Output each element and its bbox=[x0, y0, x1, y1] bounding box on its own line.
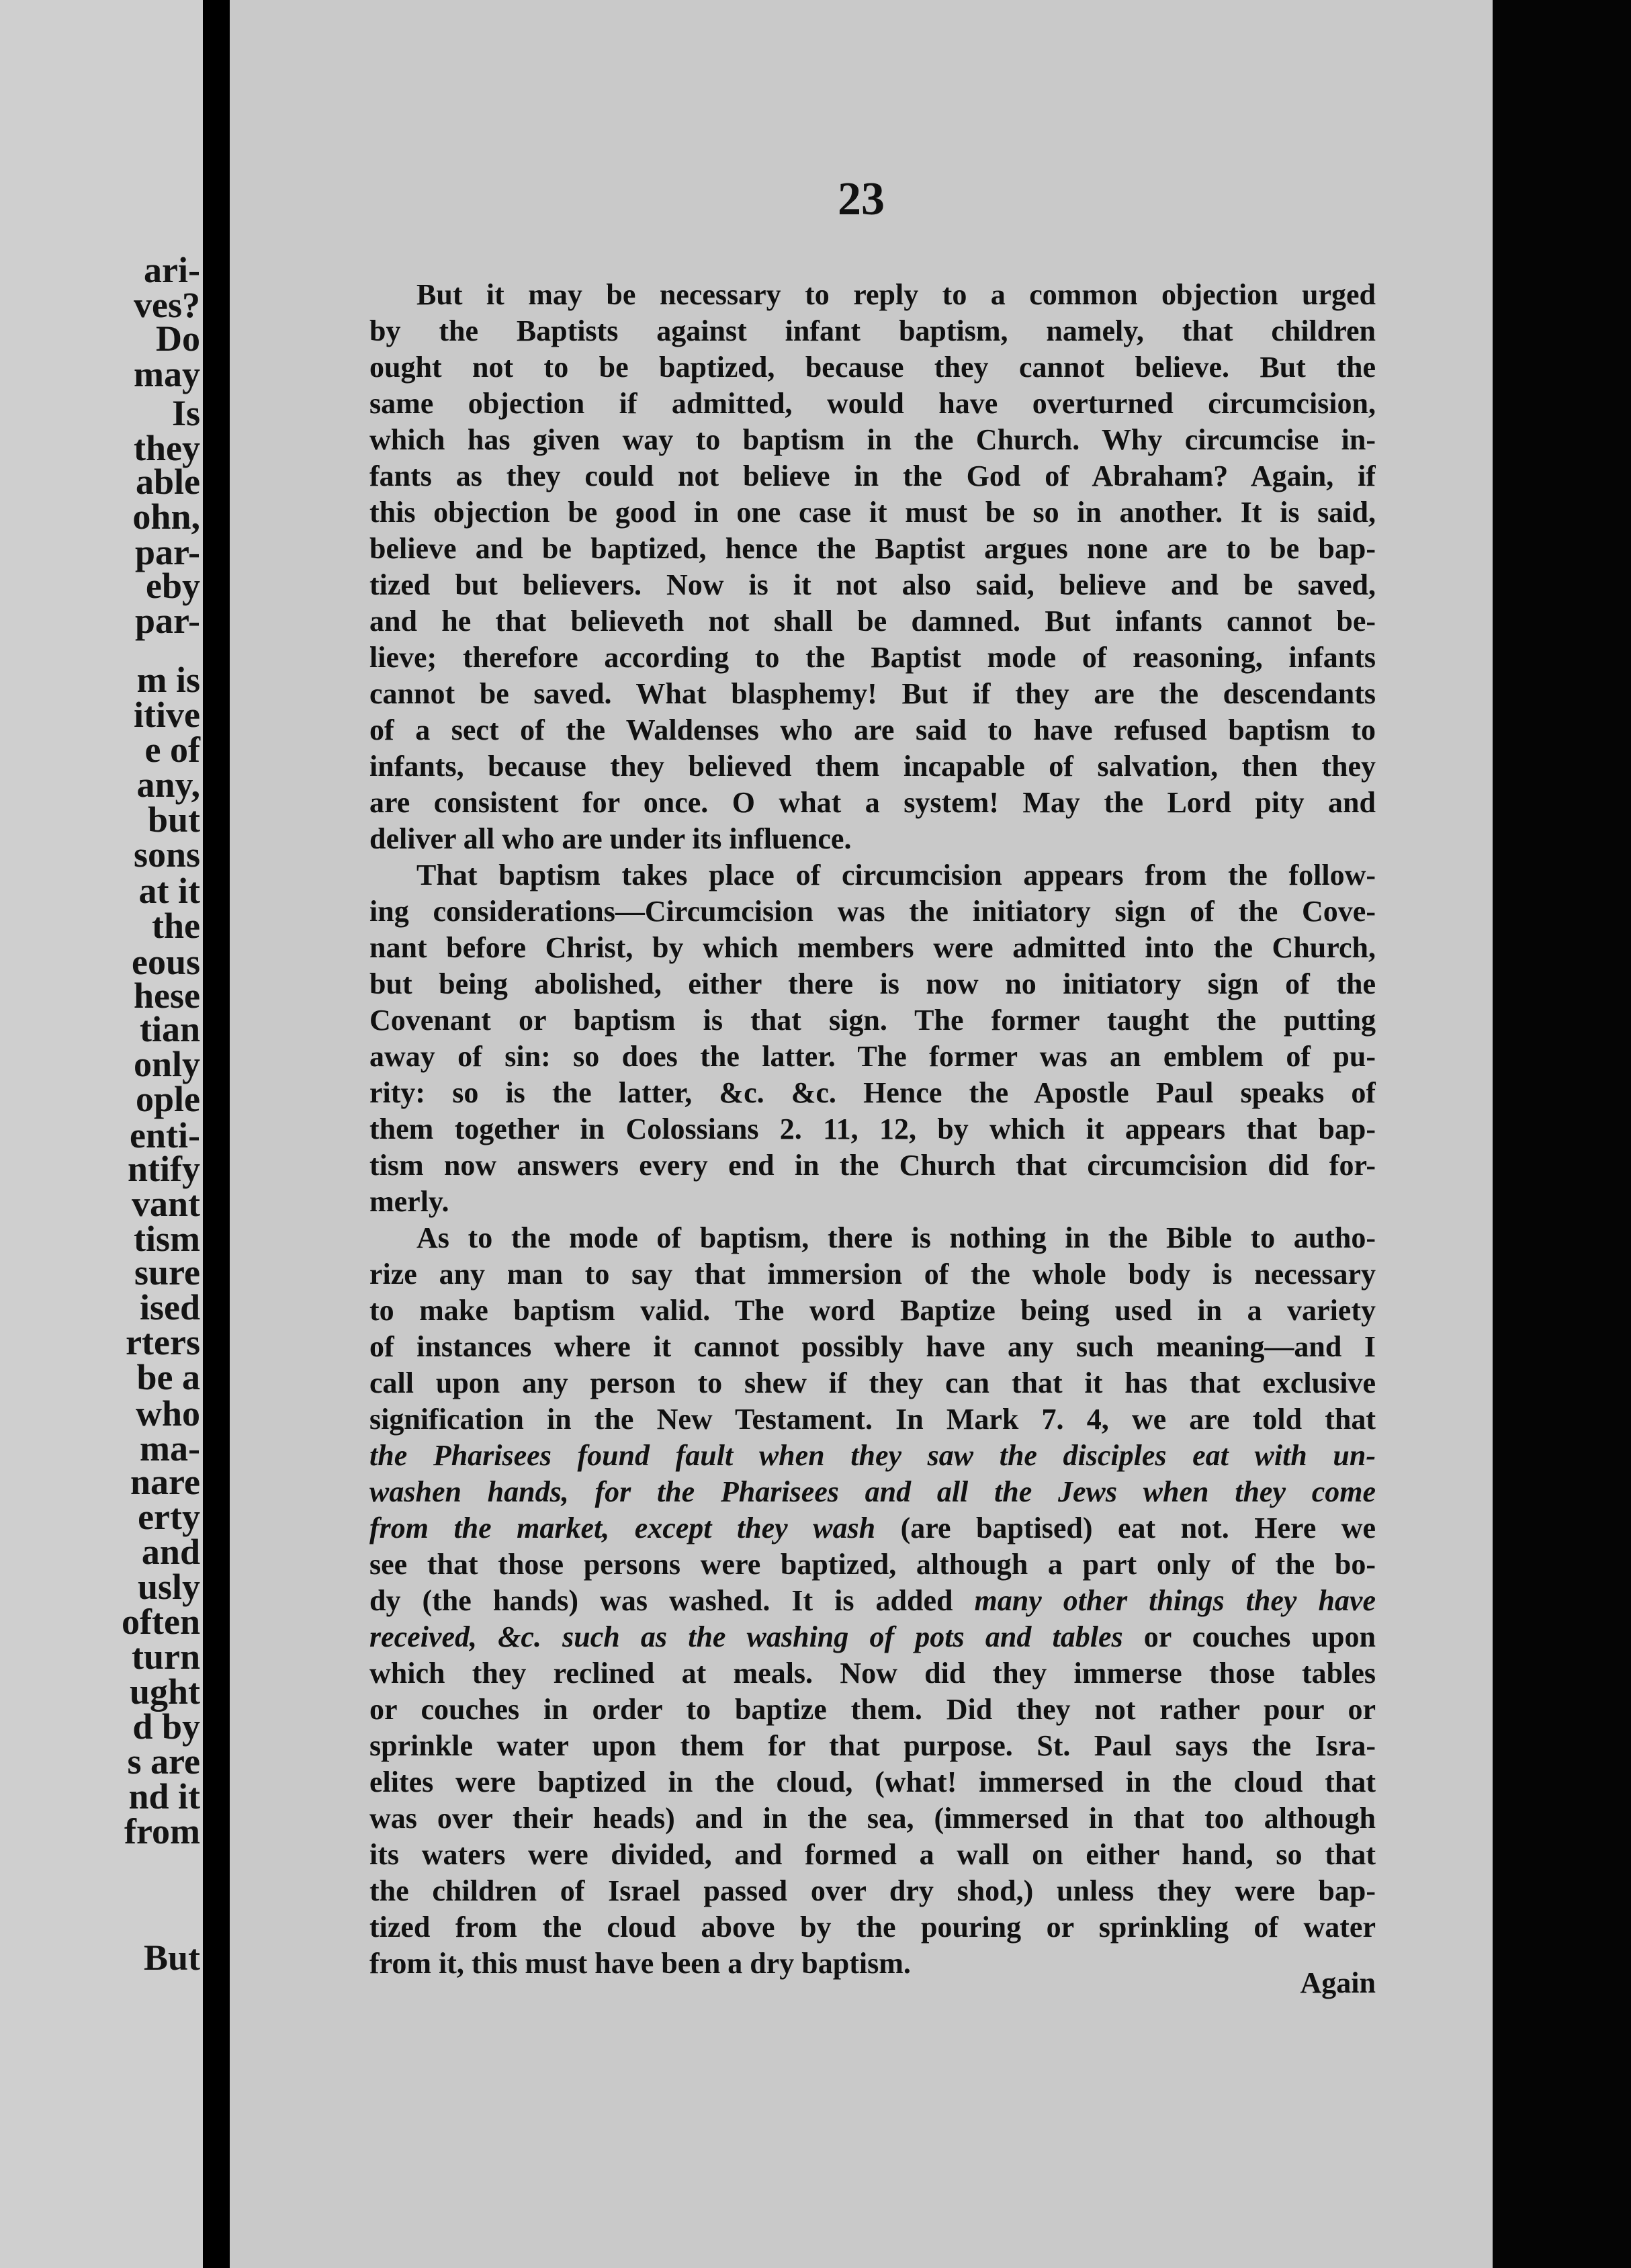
text-line bbox=[369, 1111, 1376, 1147]
text-line bbox=[369, 1546, 1376, 1583]
text-line bbox=[369, 1438, 1376, 1474]
binding-gutter bbox=[203, 0, 230, 2268]
text-span: them together in Colossians 2. 11, 12, by which it appears that bap- bbox=[369, 1113, 1376, 1145]
text-span: rize any man to say that immersion of the whole body is necessary bbox=[369, 1258, 1376, 1291]
text-span: which they reclined at meals. Now did they immerse those tables bbox=[369, 1657, 1376, 1690]
text-line bbox=[369, 640, 1376, 676]
left-page-line: erty bbox=[138, 1497, 200, 1537]
text-span: merly. bbox=[369, 1185, 449, 1218]
text-line bbox=[369, 1401, 1376, 1438]
left-page-line: able bbox=[135, 462, 200, 502]
text-line bbox=[369, 349, 1376, 386]
text-span: ought not to be baptized, because they cannot believe. But the bbox=[369, 351, 1376, 384]
left-page-line: be a bbox=[136, 1357, 200, 1397]
left-page-line: tian bbox=[139, 1009, 200, 1049]
left-page-line: who bbox=[135, 1393, 200, 1434]
text-span: ing considerations—Circumcision was the initiatory sign of the Cove- bbox=[369, 895, 1376, 928]
text-span: from it, this must have been a dry baptism. bbox=[369, 1947, 911, 1980]
text-line bbox=[369, 1800, 1376, 1837]
left-page-line: s are bbox=[127, 1741, 200, 1782]
text-span: or couches upon bbox=[1122, 1620, 1376, 1653]
text-line bbox=[369, 1728, 1376, 1764]
left-page-line: ohn, bbox=[132, 496, 200, 537]
text-line bbox=[369, 1873, 1376, 1909]
text-span: (are baptised) eat not. Here we bbox=[875, 1512, 1376, 1544]
text-line bbox=[369, 1692, 1376, 1728]
text-line bbox=[369, 1147, 1376, 1184]
left-page-line: Is bbox=[171, 393, 200, 433]
text-span: was over their heads) and in the sea, (immersed in that too although bbox=[369, 1802, 1376, 1835]
text-span: As to the mode of baptism, there is nothing in the Bible to autho- bbox=[416, 1221, 1376, 1254]
text-line bbox=[369, 277, 1376, 313]
text-line bbox=[369, 930, 1376, 966]
scan-border bbox=[1493, 0, 1631, 2268]
text-span: to make baptism valid. The word Baptize being used in a variety bbox=[369, 1294, 1376, 1327]
text-line bbox=[369, 494, 1376, 531]
left-page-line: nare bbox=[130, 1462, 200, 1502]
text-line bbox=[369, 1583, 1376, 1619]
text-span: tized from the cloud above by the pouring or sprinkling of water bbox=[369, 1911, 1376, 1944]
left-page-line: e of bbox=[144, 730, 200, 770]
text-span: believe and be baptized, hence the Baptist argues none are to be bap- bbox=[369, 532, 1376, 565]
left-page-line: the bbox=[152, 906, 200, 946]
text-span: which has given way to baptism in the Church. Why circumcise in- bbox=[369, 423, 1376, 456]
left-page-line: from bbox=[124, 1811, 200, 1851]
left-page-line: and bbox=[141, 1532, 200, 1572]
text-line bbox=[369, 893, 1376, 930]
text-line bbox=[369, 1619, 1376, 1655]
text-span: see that those persons were baptized, although a part only of the bo- bbox=[369, 1548, 1376, 1581]
left-page-line: may bbox=[134, 354, 200, 394]
text-span: same objection if admitted, would have overturned circumcision, bbox=[369, 387, 1376, 420]
left-page-line: par- bbox=[135, 601, 200, 641]
left-page-line: often bbox=[122, 1602, 200, 1642]
text-line bbox=[369, 386, 1376, 422]
text-span: or couches in order to baptize them. Did they not rather pour or bbox=[369, 1693, 1376, 1726]
text-line bbox=[369, 1329, 1376, 1365]
left-page-line: eby bbox=[146, 566, 200, 606]
text-line bbox=[369, 821, 1376, 857]
text-span: lieve; therefore according to the Baptist mode of reasoning, infants bbox=[369, 641, 1376, 674]
left-page-line: ves? bbox=[134, 285, 200, 325]
text-span: and he that believeth not shall be damned. But infants cannot be- bbox=[369, 605, 1376, 638]
left-page-line: sons bbox=[133, 834, 200, 875]
text-line bbox=[369, 1365, 1376, 1401]
left-page-line: m is bbox=[136, 660, 200, 700]
left-page-line: ma- bbox=[140, 1428, 200, 1469]
left-page-line: sure bbox=[134, 1252, 200, 1293]
text-span: by the Baptists against infant baptism, namely, that children bbox=[369, 314, 1376, 347]
text-line bbox=[369, 1256, 1376, 1293]
italic-span: washen hands, for the Pharisees and all the Jews when they come bbox=[369, 1475, 1376, 1508]
left-page-line: but bbox=[147, 799, 200, 840]
text-span: but being abolished, either there is now no initiatory sign of the bbox=[369, 967, 1376, 1000]
text-line bbox=[369, 1946, 1376, 1982]
text-line bbox=[369, 712, 1376, 748]
text-line bbox=[369, 1220, 1376, 1256]
left-page-line: enti- bbox=[130, 1115, 200, 1155]
text-span: Covenant or baptism is that sign. The former taught the putting bbox=[369, 1004, 1376, 1037]
text-line bbox=[369, 1184, 1376, 1220]
left-page-line: only bbox=[133, 1044, 200, 1084]
left-page-line: usly bbox=[137, 1567, 200, 1607]
text-span: this objection be good in one case it must be so in another. It is said, bbox=[369, 496, 1376, 529]
left-page-fragment bbox=[0, 0, 203, 2268]
text-line bbox=[369, 1293, 1376, 1329]
italic-span: from the market, except they wash bbox=[369, 1512, 876, 1544]
left-page-line: tism bbox=[134, 1219, 200, 1259]
left-page-line: vant bbox=[131, 1184, 200, 1224]
text-line bbox=[369, 676, 1376, 712]
text-line bbox=[369, 1510, 1376, 1546]
text-line bbox=[369, 422, 1376, 458]
left-page-line: they bbox=[134, 428, 200, 468]
text-line bbox=[369, 1075, 1376, 1111]
left-page-line: Do bbox=[156, 318, 200, 359]
left-page-line: itive bbox=[134, 695, 200, 735]
text-span: of a sect of the Waldenses who are said to have refused baptism to bbox=[369, 713, 1376, 746]
text-line bbox=[369, 1002, 1376, 1039]
left-page-line: rters bbox=[126, 1322, 200, 1362]
text-span: are consistent for once. O what a system! May the Lord pity and bbox=[369, 786, 1376, 819]
left-page-line: hese bbox=[134, 975, 200, 1016]
text-span: dy (the hands) was washed. It is added bbox=[369, 1584, 975, 1617]
text-span: tized but believers. Now is it not also said, believe and be saved, bbox=[369, 568, 1376, 601]
page-number: 23 bbox=[838, 173, 885, 225]
left-page-line: par- bbox=[135, 532, 200, 572]
text-span: away of sin: so does the latter. The former was an emblem of pu- bbox=[369, 1040, 1376, 1073]
text-line bbox=[369, 966, 1376, 1002]
body-text bbox=[369, 277, 1376, 1982]
text-line bbox=[369, 603, 1376, 640]
text-span: signification in the New Testament. In Mark 7. 4, we are told that bbox=[369, 1403, 1376, 1436]
text-line bbox=[369, 857, 1376, 893]
left-page-line: any, bbox=[136, 765, 200, 805]
left-page-line: nd it bbox=[128, 1776, 200, 1817]
text-span: fants as they could not believe in the God of Abraham? Again, if bbox=[369, 460, 1376, 492]
text-line bbox=[369, 458, 1376, 494]
left-page-line: ught bbox=[129, 1671, 200, 1712]
text-span: nant before Christ, by which members were admitted into the Church, bbox=[369, 931, 1376, 964]
text-span: That baptism takes place of circumcision appears from the follow- bbox=[416, 859, 1376, 891]
text-span: call upon any person to shew if they can that it has that exclusive bbox=[369, 1366, 1376, 1399]
text-line bbox=[369, 1039, 1376, 1075]
catchword: Again bbox=[1300, 1966, 1376, 1999]
left-page-line: ople bbox=[135, 1079, 200, 1119]
italic-span: received, &c. such as the washing of pots and tables bbox=[369, 1620, 1123, 1653]
left-page-line: ntify bbox=[128, 1149, 200, 1189]
text-span: the children of Israel passed over dry shod,) unless they were bap- bbox=[369, 1874, 1376, 1907]
text-span: infants, because they believed them incapable of salvation, then they bbox=[369, 750, 1376, 783]
right-page bbox=[230, 0, 1493, 2268]
text-line bbox=[369, 313, 1376, 349]
text-span: sprinkle water upon them for that purpose. St. Paul says the Isra- bbox=[369, 1729, 1376, 1762]
left-page-line: d by bbox=[132, 1706, 200, 1747]
text-span: of instances where it cannot possibly have any such meaning—and I bbox=[369, 1330, 1376, 1363]
text-span: its waters were divided, and formed a wall on either hand, so that bbox=[369, 1838, 1376, 1871]
text-span: But it may be necessary to reply to a common objection urged bbox=[416, 278, 1376, 311]
text-line bbox=[369, 1909, 1376, 1946]
text-line bbox=[369, 567, 1376, 603]
left-page-line: ised bbox=[139, 1287, 200, 1327]
left-page-line: eous bbox=[131, 942, 200, 982]
left-page-line: at it bbox=[138, 871, 200, 911]
text-line bbox=[369, 1655, 1376, 1692]
text-span: rity: so is the latter, &c. &c. Hence the Apostle Paul speaks of bbox=[369, 1076, 1376, 1109]
text-span: elites were baptized in the cloud, (what! immersed in the cloud that bbox=[369, 1765, 1376, 1798]
text-span: deliver all who are under its influence. bbox=[369, 822, 852, 855]
left-page-line: ari- bbox=[144, 250, 200, 290]
left-page-line: turn bbox=[131, 1637, 200, 1677]
text-line bbox=[369, 785, 1376, 821]
text-span: cannot be saved. What blasphemy! But if they are the descendants bbox=[369, 677, 1376, 710]
text-line bbox=[369, 1837, 1376, 1873]
text-span: tism now answers every end in the Church that circumcision did for- bbox=[369, 1149, 1376, 1182]
italic-span: many other things they have bbox=[974, 1584, 1376, 1617]
left-page-line: But bbox=[143, 1937, 200, 1978]
italic-span: the Pharisees found fault when they saw the disciples eat with un- bbox=[369, 1439, 1376, 1472]
text-line bbox=[369, 531, 1376, 567]
text-line bbox=[369, 1474, 1376, 1510]
text-line bbox=[369, 748, 1376, 785]
text-line bbox=[369, 1764, 1376, 1800]
